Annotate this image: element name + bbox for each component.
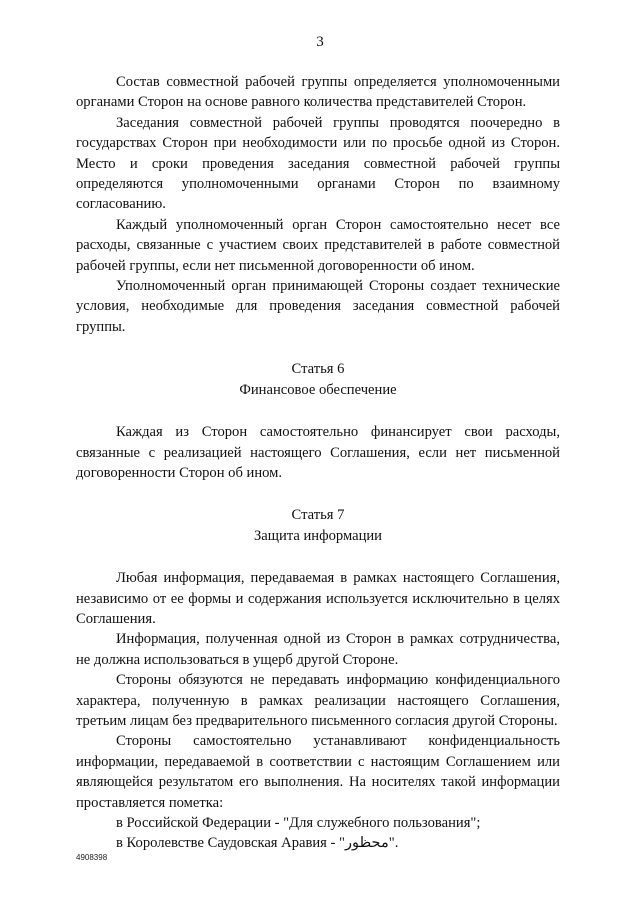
footer-document-code: 4908398 <box>76 853 108 862</box>
paragraph-article-7-marking: Стороны самостоятельно устанавливают конфиденциальность информации, передаваемой в соответствии с настоящим Соглашением или являющейся результатом его выполнения. На носителях такой информации проставляется пометка: <box>76 733 560 811</box>
paragraph-working-group-meetings: Заседания совместной рабочей группы проводятся поочередно в государствах Сторон при необходимости или по просьбе одной из Сторон. Место и сроки проведения заседания совместной рабочей группы определяются уполномоченными органами Сторон по взаимному согласованию. <box>76 114 560 213</box>
paragraph-working-group-expenses: Каждый уполномоченный орган Сторон самостоятельно несет все расходы, связанные с участием своих представителей в работе совместной рабочей группы, если нет письменной договоренности об ином. <box>76 216 560 274</box>
page-number: 3 <box>316 34 324 50</box>
paragraph-host-party-conditions: Уполномоченный орган принимающей Стороны создает технические условия, необходимые для проведения заседания совместной рабочей группы. <box>76 278 560 335</box>
paragraph-article-6-financing: Каждая из Сторон самостоятельно финансирует свои расходы, связанные с реализацией настоящего Соглашения, если нет письменной договоренности Сторон об ином. <box>76 424 560 481</box>
paragraph-article-7-information-use: Любая информация, передаваемая в рамках настоящего Соглашения, независимо от ее формы и содержания используется исключительно в целях Соглашения. <box>76 570 560 627</box>
article-7-number: Статья 7 <box>291 507 345 524</box>
paragraph-article-7-confidential: Стороны обязуются не передавать информацию конфиденциального характера, полученную в рамках реализации настоящего Соглашения, третьим лицам без предварительного письменного согласия другой Стороны. <box>76 672 560 729</box>
paragraph-article-7-marking-russia: в Российской Федерации - "Для служебного пользования"; <box>116 815 481 831</box>
document-body <box>76 72 560 854</box>
article-6-title: Финансовое обеспечение <box>239 381 397 398</box>
paragraph-working-group-composition: Состав совместной рабочей группы определяется уполномоченными органами Сторон на основе равного количества представителей Сторон. <box>76 74 560 111</box>
paragraph-article-7-marking-saudi: в Королевстве Саудовская Аравия - "محظور". <box>116 835 399 852</box>
article-7-title: Защита информации <box>253 527 382 544</box>
article-6-number: Статья 6 <box>291 361 345 378</box>
paragraph-article-7-no-damage: Информация, полученная одной из Сторон в рамках сотрудничества, не должна использоваться в ущерб другой Стороне. <box>76 631 560 668</box>
